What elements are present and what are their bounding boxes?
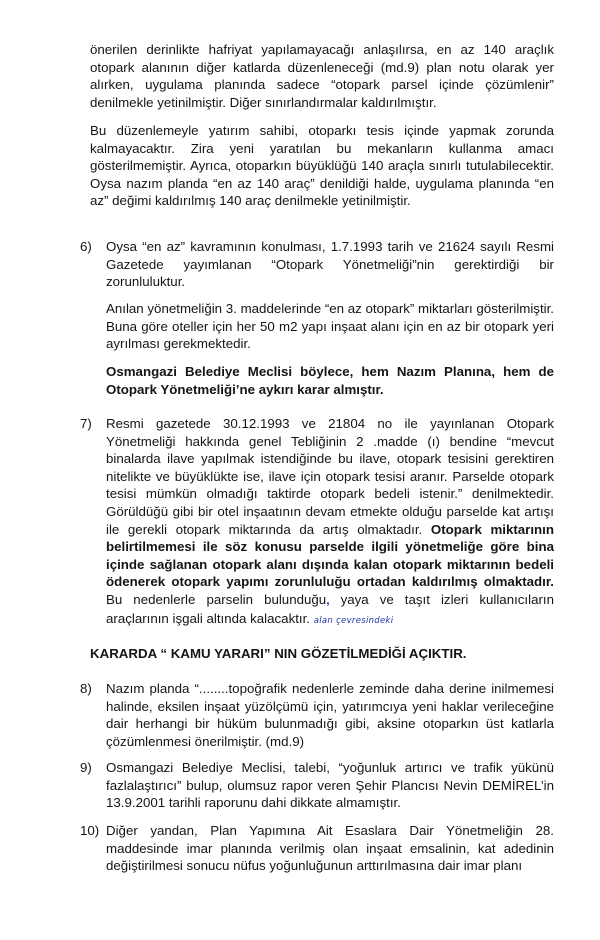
section-heading: KARARDA “ KAMU YARARI” NIN GÖZETİLMEDİĞİ AÇIKTIR.	[90, 646, 467, 661]
item7-bold-text: Otopark miktarının belirtilmemesi ile söz konusu parselde ilgili yönetmeliğe göre bina içinde sağlanan otopark alanı dışında kalan otopark miktarının bedeli ödenerek otopark yapımı zorunluluğu ortadan kaldırılmış olmaktadır.	[106, 521, 554, 590]
item-number-8: 8)	[80, 681, 92, 696]
item-number-9: 9)	[80, 760, 92, 775]
handwritten-caret-mark: ,	[326, 592, 330, 607]
paragraph-continuation: önerilen derinlikte hafriyat yapılamayacağı anlaşılırsa, en az 140 araçlık otopark alanının diğer katlarda düzenleneceği (md.9) plan notu olarak yer alırken, uygulama planında sadece “otopark parsel içinde çözümlenir” denilmekle yetinilmiştir. Diğer sınırlandırmalar kaldırılmıştır.	[90, 42, 554, 110]
handwritten-annotation: alan çevresindeki	[313, 615, 394, 626]
item7-paragraph	[106, 415, 554, 630]
item6-paragraph-1: Oysa “en az” kavramının konulması, 1.7.1993 tarih ve 21624 sayılı Resmi Gazetede yayımlanan “Otopark Yönetmeliği”nin gerektirdiği bir zorunluluktur.	[106, 239, 554, 290]
item7-text: Resmi gazetede 30.12.1993 ve 21804 no ile yayınlanan Otopark Yönetmeliği hakkında genel Tebliğinin 2 .madde (ı) bendine “mevcut binalarda ilave yapılmak istendiğinde bu ilave, otopark tesisini gerektiren nitelikte ve büyüklükte ise, ilave için otopark tesisi aranır. Parselde otopark tesisi mümkün olmadığı taktirde otopark bedeli istenir.” denilmektedir. Görüldüğü gibi bir otel inşaatının devam etmekte olduğu parselde kat artışı ile gerekli otopark miktarında da artış olmaktadır.	[106, 416, 554, 537]
item-number-6: 6)	[80, 239, 92, 254]
item10-paragraph: Diğer yandan, Plan Yapımına Ait Esaslara Dair Yönetmeliğin 28. maddesinde imar planında verilmiş olan inşaat emsalinin, kat adedinin değiştirilmesi sonucu nüfus yoğunluğunun arttırılmasına dair imar planı	[106, 823, 554, 874]
item7-tail-b: yaya ve taşıt izleri kullanıcıların araçlarının işgali altında kalacaktır.	[106, 591, 554, 626]
item-number-10: 10)	[80, 823, 100, 838]
item9-paragraph: Osmangazi Belediye Meclisi, talebi, “yoğunluk artırıcı ve trafik yükünü fazlalaştırıcı” bulup, olumsuz rapor veren Şehir Plancısı Nevin DEMİREL’in 13.9.2001 tarihli raporunu dahi dikkate almamıştır.	[106, 760, 554, 811]
item6-paragraph-2: Anılan yönetmeliğin 3. maddelerinde “en az otopark” miktarları gösterilmiştir. Buna göre oteller için her 50 m2 yapı inşaat alanı için en az bir otopark yeri ayrılması gerekmektedir.	[106, 301, 554, 352]
item7-tail-a: Bu nedenlerle parselin bulunduğu	[106, 591, 327, 607]
item-number-7: 7)	[80, 416, 92, 431]
paragraph-duzenleme: Bu düzenlemeyle yatırım sahibi, otoparkı tesis içinde yapmak zorunda kalmayacaktır. Zira yeni yaratılan bu mekanların kullanma amacı gösterilmemiştir. Ayrıca, otoparkın büyüklüğü 140 araçla sınırlı tutulabilecektir. Oysa nazım planda “en az 140 araç” denildiği halde, uygulama planında “en az” değimi kaldırılmış 140 araç denilmekle yetinilmiştir.	[90, 123, 554, 209]
item6-bold-conclusion: Osmangazi Belediye Meclisi böylece, hem Nazım Planına, hem de Otopark Yönetmeliği’ne aykırı karar almıştır.	[106, 364, 554, 397]
item8-paragraph: Nazım planda “........topoğrafik nedenlerle zeminde daha derine inilmemesi halinde, eksilen inşaat yüzölçümü için, yatırımcıya yeni haklar verileceğine dair herhangi bir hüküm bulunmadığı gibi, aksine otoparkın üst katlarla çözümlenmesi önerilmiştir. (md.9)	[106, 681, 554, 749]
